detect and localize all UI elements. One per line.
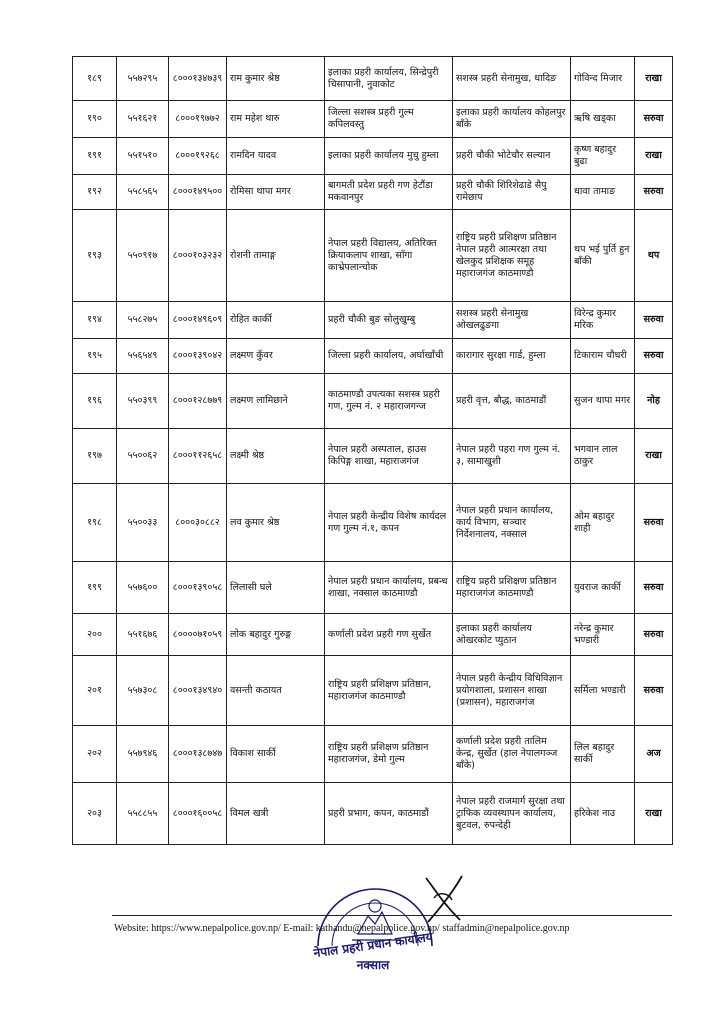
current-office-cell: कर्णाली प्रदेश प्रहरी गण सुर्खेत [325,614,453,656]
serial-number-cell: १९९ [73,562,117,614]
employee-id-cell: ८०००१९७७२ [169,101,227,138]
police-number-cell: ५५१६७६ [117,614,169,656]
replacement-cell: लिल बहादुर सार्की [571,726,635,783]
police-number-cell: ५५७६०० [117,562,169,614]
table-row [73,726,673,783]
serial-number-cell: १९४ [73,302,117,339]
replacement-cell: हरिकेश नाउ [571,783,635,845]
replacement-cell: युवराज कार्की [571,562,635,614]
decision-cell: राखा [635,429,673,484]
police-number-cell: ५५८५६५ [117,175,169,210]
requested-office-cell: नेपाल प्रहरी केन्द्रीय विधिविज्ञान प्रयोगशाला, प्रशासन शाखा (प्रशासन), महाराजगंज [453,656,571,726]
employee-id-cell: ८०००११२६५८ [169,429,227,484]
replacement-cell: थप भई पुर्ति हुन बाँकी [571,210,635,302]
transfer-table [72,56,673,845]
police-number-cell: ५५६५४९ [117,339,169,374]
replacement-cell: भगवान लाल ठाकुर [571,429,635,484]
requested-office-cell: नेपाल प्रहरी प्रधान कार्यालय, कार्य विभाग, सञ्चार निर्देशनालय, नक्साल [453,484,571,562]
name-cell: विमल खत्री [227,783,325,845]
table-row [73,783,673,845]
decision-cell: राखा [635,138,673,175]
table-row [73,175,673,210]
requested-office-cell: कर्णाली प्रदेश प्रहरी तालिम केन्द्र, सुर्खेत (हाल नेपालगञ्ज बाँके) [453,726,571,783]
decision-cell: थप [635,210,673,302]
requested-office-cell: कारागार सुरक्षा गार्ड, हुम्ला [453,339,571,374]
replacement-cell: टिकाराम चौधरी [571,339,635,374]
decision-cell: सरुवा [635,614,673,656]
employee-id-cell: ८०००३०८८२ [169,484,227,562]
name-cell: राम महेश थारु [227,101,325,138]
employee-id-cell: ८०००१०३२३२ [169,210,227,302]
table-row [73,339,673,374]
footer-website-email: Website: https://www.nepalpolice.gov.np/ E-mail: kathandu@nepalpolice.gov.np/ staffadmin@nepalpolice.gov.np [114,923,570,934]
serial-number-cell: २०२ [73,726,117,783]
decision-cell: सरुवा [635,101,673,138]
table-row [73,562,673,614]
serial-number-cell: १९६ [73,374,117,429]
table-body [73,57,673,845]
requested-office-cell: नेपाल प्रहरी पहरा गण गुल्म नं. ३, सामाखुशी [453,429,571,484]
table-row [73,138,673,175]
requested-office-cell: नेपाल प्रहरी राजमार्ग सुरक्षा तथा ट्राफिक व्यवस्थापन कार्यालय, बुटवल, रुपन्देही [453,783,571,845]
signature-mark [420,868,470,928]
employee-id-cell: ८०००१३९०५८ [169,562,227,614]
decision-cell: राखा [635,57,673,101]
decision-cell: नोह [635,374,673,429]
employee-id-cell: ८०००१३९०४२ [169,339,227,374]
serial-number-cell: १८९ [73,57,117,101]
employee-id-cell: ८०००१३४९४० [169,656,227,726]
seal-place-text: नक्साल [356,958,390,972]
serial-number-cell: १९३ [73,210,117,302]
name-cell: लिलासी घले [227,562,325,614]
police-number-cell: ५५०९१७ [117,210,169,302]
replacement-cell: सुजन थापा मगर [571,374,635,429]
name-cell: वसन्ती कठायत [227,656,325,726]
requested-office-cell: सशस्त्र प्रहरी सेनामुख ओखलढुङगा [453,302,571,339]
decision-cell: सरुवा [635,562,673,614]
police-number-cell: ५५०३९९ [117,374,169,429]
table-row [73,374,673,429]
name-cell: विकाश सार्की [227,726,325,783]
replacement-cell: गोविन्द मिजार [571,57,635,101]
table-row [73,614,673,656]
current-office-cell: राष्ट्रिय प्रहरी प्रशिक्षण प्रतिष्ठान महाराजगंज, डेमो गुल्म [325,726,453,783]
employee-id-cell: ८०००१३४७३९ [169,57,227,101]
current-office-cell: प्रहरी प्रभाग, कपन, काठमाडौं [325,783,453,845]
requested-office-cell: इलाका प्रहरी कार्यालय कोहलपुर बाँके [453,101,571,138]
decision-cell: सरुवा [635,302,673,339]
current-office-cell: नेपाल प्रहरी केन्द्रीय विशेष कार्यदल गण गुल्म नं.१, कपन [325,484,453,562]
decision-cell: सरुवा [635,656,673,726]
decision-cell: सरुवा [635,484,673,562]
police-number-cell: ५५७३०८ [117,656,169,726]
name-cell: लक्ष्मण कुँवर [227,339,325,374]
current-office-cell: नेपाल प्रहरी प्रधान कार्यालय, प्रबन्ध शाखा, नक्साल काठमाण्डौ [325,562,453,614]
table-row [73,101,673,138]
police-number-cell: ५५१६२१ [117,101,169,138]
decision-cell: सरुवा [635,339,673,374]
current-office-cell: जिल्ला प्रहरी कार्यालय, अर्घाखाँची [325,339,453,374]
police-number-cell: ५५८८५५ [117,783,169,845]
requested-office-cell: इलाका प्रहरी कार्यालय ओखरकोट प्युठान [453,614,571,656]
current-office-cell: काठमाण्डौ उपत्यका सशस्त्र प्रहरी गण, गुल्म नं. २ महाराजगन्ज [325,374,453,429]
seal-office-text: नेपाल प्रहरी प्रधान कार्यालय [312,929,434,961]
police-number-cell: ५५८२७५ [117,302,169,339]
serial-number-cell: १९० [73,101,117,138]
requested-office-cell: प्रहरी चौकी शिरिशेढाडे सैपु रामेछाप [453,175,571,210]
current-office-cell: बागमती प्रदेश प्रहरी गण हेटौंडा मकवानपुर [325,175,453,210]
employee-id-cell: ८०००१६००५८ [169,783,227,845]
requested-office-cell: प्रहरी वृत्त, बौद्ध, काठमाडौं [453,374,571,429]
current-office-cell: जिल्ला सशस्त्र प्रहरी गुल्म कपिलवस्तु [325,101,453,138]
footer-divider [112,915,672,916]
employee-id-cell: ८०००१२८७७९ [169,374,227,429]
table-row [73,57,673,101]
police-number-cell: ५५७२९५ [117,57,169,101]
name-cell: लोक बहादुर गुरुङ्ग [227,614,325,656]
serial-number-cell: १९१ [73,138,117,175]
employee-id-cell: ८०००१४९६०९ [169,302,227,339]
name-cell: रोहित कार्की [227,302,325,339]
serial-number-cell: २०१ [73,656,117,726]
employee-id-cell: ८००००७१०५९ [169,614,227,656]
requested-office-cell: राष्ट्रिय प्रहरी प्रशिक्षण प्रतिष्ठान नेपाल प्रहरी आत्मरक्षा तथा खेलकुद प्रशिक्षक समूह महाराजगंज काठमाण्डौ [453,210,571,302]
table-row [73,302,673,339]
table-row [73,429,673,484]
table-row [73,210,673,302]
replacement-cell: ओम बहादुर शाही [571,484,635,562]
replacement-cell: नरेन्द्र कुमार भण्डारी [571,614,635,656]
name-cell: रोमिसा थापा मगर [227,175,325,210]
serial-number-cell: १९२ [73,175,117,210]
employee-id-cell: ८०००१९२६८ [169,138,227,175]
replacement-cell: ऋषि खड्का [571,101,635,138]
name-cell: रामदिन यादव [227,138,325,175]
name-cell: लक्ष्मी श्रेष्ठ [227,429,325,484]
decision-cell: अज [635,726,673,783]
police-number-cell: ५५७९४६ [117,726,169,783]
name-cell: लव कुमार श्रेष्ठ [227,484,325,562]
employee-id-cell: ८०००१४९५०० [169,175,227,210]
requested-office-cell: राष्ट्रिय प्रहरी प्रशिक्षण प्रतिष्ठान महाराजगंज काठमाण्डौ [453,562,571,614]
replacement-cell: कृष्ण बहादुर बुढा [571,138,635,175]
serial-number-cell: १९५ [73,339,117,374]
decision-cell: राखा [635,783,673,845]
table-row [73,656,673,726]
name-cell: रोशनी तामाङ्ग [227,210,325,302]
current-office-cell: प्रहरी चौकी बुङ सोलुखुम्बु [325,302,453,339]
current-office-cell: इलाका प्रहरी कार्यालय मुचु हुम्ला [325,138,453,175]
employee-id-cell: ८०००१३८७४७ [169,726,227,783]
current-office-cell: नेपाल प्रहरी विद्यालय, अतिरिक्त क्रियाकलाप शाखा, साँगा काभ्रेपलान्चोक [325,210,453,302]
decision-cell: सरुवा [635,175,673,210]
police-number-cell: ५५१५१० [117,138,169,175]
current-office-cell: नेपाल प्रहरी अस्पताल, हाउस किपिङ्ग शाखा, महाराजगंज [325,429,453,484]
name-cell: लक्ष्मण लामिछाने [227,374,325,429]
current-office-cell: राष्ट्रिय प्रहरी प्रशिक्षण प्रतिष्ठान, महाराजगंज काठमाण्डौ [325,656,453,726]
serial-number-cell: १९७ [73,429,117,484]
serial-number-cell: २०३ [73,783,117,845]
replacement-cell: सर्मिला भण्डारी [571,656,635,726]
serial-number-cell: २०० [73,614,117,656]
replacement-cell: विरेन्द्र कुमार मरिक [571,302,635,339]
name-cell: राम कुमार श्रेष्ठ [227,57,325,101]
replacement-cell: धावा तामाङ [571,175,635,210]
requested-office-cell: प्रहरी चौकी भोटेचौर सल्यान [453,138,571,175]
table-row [73,484,673,562]
serial-number-cell: १९८ [73,484,117,562]
police-number-cell: ५५००३३ [117,484,169,562]
requested-office-cell: सशस्त्र प्रहरी सेनामुख, धादिङ [453,57,571,101]
current-office-cell: इलाका प्रहरी कार्यालय, सिन्द्रेपुरी चिसापानी, नुवाकोट [325,57,453,101]
police-number-cell: ५५००६२ [117,429,169,484]
